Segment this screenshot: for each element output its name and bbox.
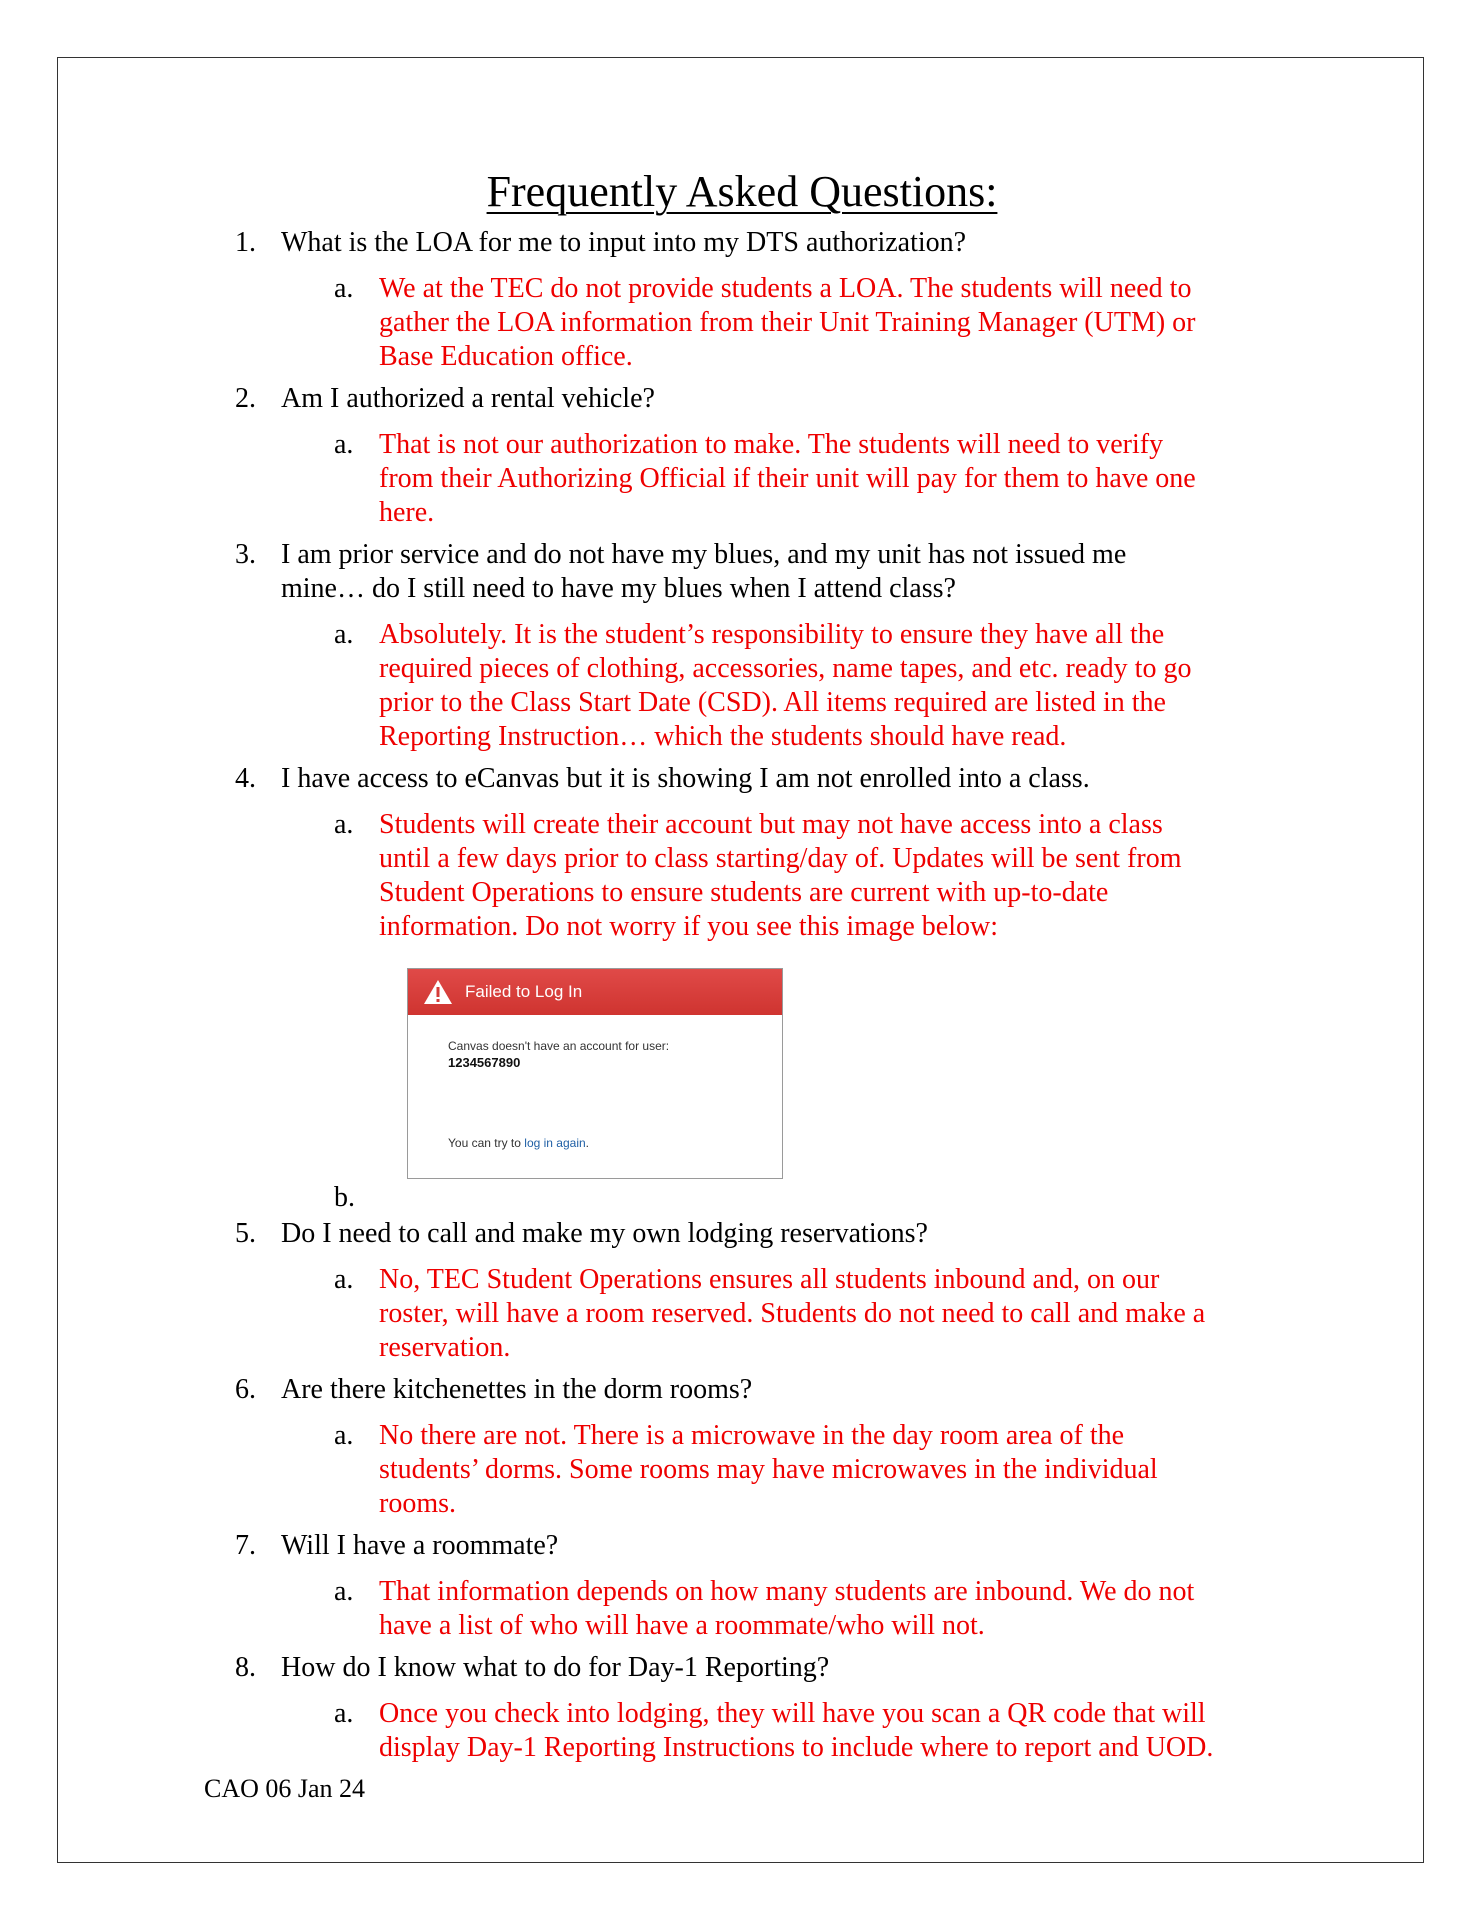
question-text: What is the LOA for me to input into my DTS authorization? xyxy=(281,227,967,258)
failed-login-message: Canvas doesn't have an account for user: xyxy=(448,1039,670,1053)
answer-line: information. Do not worry if you see this image below: xyxy=(379,911,998,942)
answer-line: reservation. xyxy=(379,1332,511,1363)
question-number: 8. xyxy=(235,1652,256,1683)
answer-line: from their Authorizing Official if their unit will pay for them to have one xyxy=(379,463,1196,494)
question-text: Will I have a roommate? xyxy=(281,1530,559,1561)
question-number: 5. xyxy=(235,1218,256,1249)
answer-line: roster, will have a room reserved. Students do not need to call and make a xyxy=(379,1298,1206,1329)
question-text: Are there kitchenettes in the dorm rooms? xyxy=(281,1374,753,1405)
answer-line: No there are not. There is a microwave in the day room area of the xyxy=(379,1420,1125,1451)
answer-letter: a. xyxy=(334,1576,354,1607)
answer-line: rooms. xyxy=(379,1488,456,1519)
answer-line: No, TEC Student Operations ensures all students inbound and, on our xyxy=(379,1264,1160,1295)
answer-line: Reporting Instruction… which the students should have read. xyxy=(379,721,1067,752)
retry-prefix: You can try to xyxy=(448,1136,525,1150)
question-line: I am prior service and do not have my blues, and my unit has not issued me xyxy=(281,539,1127,570)
answer-line: gather the LOA information from their Unit Training Manager (UTM) or xyxy=(379,307,1196,338)
question-line: mine… do I still need to have my blues when I attend class? xyxy=(281,573,956,604)
document-footer: CAO 06 Jan 24 xyxy=(204,1774,366,1803)
page-title: Frequently Asked Questions: xyxy=(486,167,998,216)
answer-line: students’ dorms. Some rooms may have microwaves in the individual xyxy=(379,1454,1158,1485)
answer-letter: a. xyxy=(334,1264,354,1295)
failed-login-title: Failed to Log In xyxy=(465,982,583,1001)
failed-login-header xyxy=(408,969,782,1015)
answer-line: Students will create their account but may not have access into a class xyxy=(379,809,1163,840)
answer-letter: a. xyxy=(334,619,354,650)
answer-letter: a. xyxy=(334,429,354,460)
warning-icon xyxy=(423,979,453,1005)
question-number: 2. xyxy=(235,383,256,414)
answer-line: That information depends on how many students are inbound. We do not xyxy=(379,1576,1195,1607)
answer-letter: a. xyxy=(334,809,354,840)
answer-line: We at the TEC do not provide students a LOA. The students will need to xyxy=(379,273,1192,304)
answer-line: display Day-1 Reporting Instructions to include where to report and UOD. xyxy=(379,1732,1214,1763)
answer-line: until a few days prior to class starting/day of. Updates will be sent from xyxy=(379,843,1182,874)
failed-login-screenshot xyxy=(407,968,783,1179)
question-number: 6. xyxy=(235,1374,256,1405)
question-text: How do I know what to do for Day-1 Reporting? xyxy=(281,1652,830,1683)
question-text: I have access to eCanvas but it is showing I am not enrolled into a class. xyxy=(281,763,1090,794)
question-text: Am I authorized a rental vehicle? xyxy=(281,383,655,414)
answer-line: That is not our authorization to make. The students will need to verify xyxy=(379,429,1164,460)
question-number: 4. xyxy=(235,763,256,794)
failed-login-retry xyxy=(448,1136,589,1150)
question-number: 7. xyxy=(235,1530,256,1561)
answer-letter: a. xyxy=(334,273,354,304)
answer-line: prior to the Class Start Date (CSD). All items required are listed in the xyxy=(379,687,1166,718)
answer-line: have a list of who will have a roommate/who will not. xyxy=(379,1610,985,1641)
question-text: Do I need to call and make my own lodging reservations? xyxy=(281,1218,928,1249)
retry-suffix: . xyxy=(585,1136,590,1150)
answer-letter: a. xyxy=(334,1420,354,1451)
answer-line: Student Operations to ensure students are current with up-to-date xyxy=(379,877,1109,908)
answer-line: Base Education office. xyxy=(379,341,633,372)
answer-line: here. xyxy=(379,497,435,528)
answer-letter: a. xyxy=(334,1698,354,1729)
log-in-again-link[interactable]: log in again xyxy=(524,1136,586,1150)
answer-4b-letter: b. xyxy=(334,1182,355,1213)
answer-line: required pieces of clothing, accessories, name tapes, and etc. ready to go xyxy=(379,653,1192,684)
question-number: 3. xyxy=(235,539,256,570)
failed-login-user: 1234567890 xyxy=(448,1055,521,1070)
answer-line: Once you check into lodging, they will have you scan a QR code that will xyxy=(379,1698,1206,1729)
answer-line: Absolutely. It is the student’s responsibility to ensure they have all the xyxy=(379,619,1165,650)
question-number: 1. xyxy=(235,227,256,258)
